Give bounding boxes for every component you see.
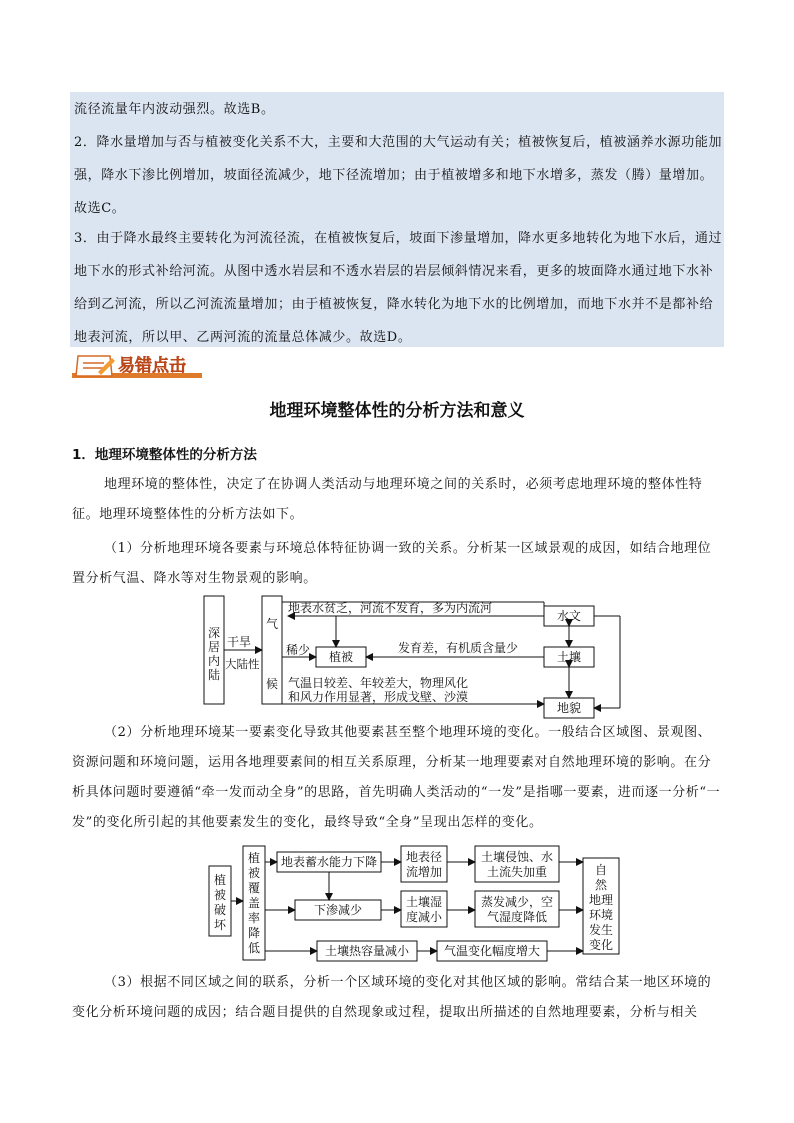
- hydrology-label: 水文: [556, 609, 582, 623]
- coverage-char-6: 降: [247, 926, 261, 940]
- erosion-line-1: 土壤侵蚀、水: [480, 850, 554, 864]
- runoff-line-2: 流增加: [405, 865, 443, 879]
- hydrology-effect-label: 地表水贫乏，河流不发育，多为内流河: [288, 601, 493, 615]
- storage-decline-label: 地表蓄水能力下降: [280, 855, 378, 869]
- inland-char-2: 居: [207, 640, 221, 654]
- coverage-char-1: 植: [247, 851, 261, 865]
- soil-label: 土壤: [556, 650, 582, 664]
- evaporation-line-1: 蒸发减少，空: [480, 895, 554, 909]
- destroy-char-1: 植: [213, 873, 227, 887]
- runoff-line-1: 地表径: [405, 850, 443, 864]
- landform-label: 地貌: [556, 701, 582, 715]
- page-title: 地理环境整体性的分析方法和意义: [269, 401, 525, 421]
- intro-paragraph: 地理环境的整体性，决定了在协调人类活动与地理环境之间的关系时，必须考虑地理环境的整体性特征。地理环境整体性的分析方法如下。: [72, 477, 703, 522]
- banner-label: 易错点击: [118, 356, 186, 376]
- result-line-2: 然: [594, 878, 608, 892]
- coverage-char-7: 低: [247, 941, 261, 955]
- coverage-char-4: 盖: [247, 896, 261, 910]
- coverage-char-5: 率: [247, 911, 261, 925]
- soil-moisture-line-2: 度减小: [405, 910, 443, 924]
- result-line-1: 自: [594, 863, 608, 877]
- evaporation-line-2: 气湿度降低: [486, 910, 548, 924]
- inland-char-4: 陆: [207, 668, 221, 682]
- result-line-5: 发生: [588, 923, 614, 937]
- result-line-3: 地理: [588, 893, 614, 907]
- landform-effect-line-1: 气温日较差、年较差大，物理风化: [288, 676, 469, 690]
- answer-line: 流径流量年内波动强烈。故选B。: [74, 102, 275, 117]
- soil-moisture-line-1: 土壤湿: [405, 895, 443, 909]
- result-line-4: 环境: [588, 908, 614, 922]
- coverage-char-3: 覆: [247, 881, 261, 895]
- result-line-6: 变化: [588, 938, 614, 952]
- arid-climate-diagram: [200, 592, 630, 720]
- coverage-char-2: 被: [247, 866, 261, 880]
- destroy-char-4: 坏: [213, 918, 227, 932]
- erosion-line-2: 土流失加重: [486, 865, 548, 879]
- answer-paragraph-3: 3．由于降水最终主要转化为河流径流，在植被恢复后，坡面下渗量增加，降水更多地转化为地下水后，通过地下水的形式补给河流。从图中透水岩层和不透水岩层的岩层倾斜情况来看，更多的坡面降水通过地下水补给到乙河流，所以乙河流流量增加；由于植被恢复，降水转化为地下水的比例增加，而地下水并不是都补给地表河流，所以甲、乙两河流的流量总体减少。故选D。: [74, 231, 723, 345]
- item-3: （3）根据不同区域之间的联系，分析一个区域环境的变化对其他区域的影响。常结合某一地区环境的变化分析环境问题的成因；结合题目提供的自然现象或过程，提取出所描述的自然地理要素，分析与相关: [72, 975, 712, 1020]
- item-2: （2）分析地理环境某一要素变化导致其他要素甚至整个地理环境的变化。一般结合区域图、景观图、资源问题和环境问题，运用各地理要素间的相互关系原理，分析某一地理要素对自然地理环境的影响。在分析具体问题时要遵循“牵一发而动全身”的思路，首先明确人类活动的“一发”是指哪一要素，进而逐一分析“一发”的变化所引起的其他要素发生的变化，最终导致“全身”呈现出怎样的变化。: [72, 725, 721, 830]
- section-heading: 1．地理环境整体性的分析方法: [72, 447, 257, 463]
- destroy-char-3: 破: [213, 903, 227, 917]
- dry-label: 干旱: [227, 635, 252, 649]
- item-1: （1）分析地理环境各要素与环境总体特征协调一致的关系。分析某一区域景观的成因，如结合地理位置分析气温、降水等对生物景观的影响。: [72, 541, 712, 586]
- inland-char-1: 深: [207, 626, 221, 640]
- climate-char-1: 气: [265, 617, 279, 631]
- sparse-label: 稀少: [286, 643, 311, 657]
- vegetation-label: 植被: [328, 650, 354, 664]
- landform-effect-line-2: 和风力作用显著，形成戈壁、沙漠: [288, 690, 469, 704]
- vegetation-destruction-diagram: [205, 838, 630, 968]
- temperature-label: 气温变化幅度增大: [443, 944, 541, 958]
- soil-effect-label: 发育差，有机质含量少: [398, 641, 519, 655]
- heat-capacity-label: 土壤热容量减小: [324, 944, 410, 958]
- continental-label: 大陆性: [225, 657, 260, 671]
- infiltration-label: 下渗减少: [313, 903, 363, 917]
- answer-paragraph-2: 2．降水量增加与否与植被变化关系不大，主要和大范围的大气运动有关；植被恢复后，植被涵养水源功能加强，降水下渗比例增加，坡面径流减少，地下径流增加；由于植被增多和地下水增多，蒸发（腾）量增加。故选C。: [74, 135, 723, 216]
- climate-char-2: 候: [265, 677, 279, 691]
- error-banner: [72, 352, 202, 382]
- destroy-char-2: 被: [213, 888, 227, 902]
- inland-char-3: 内: [207, 654, 221, 668]
